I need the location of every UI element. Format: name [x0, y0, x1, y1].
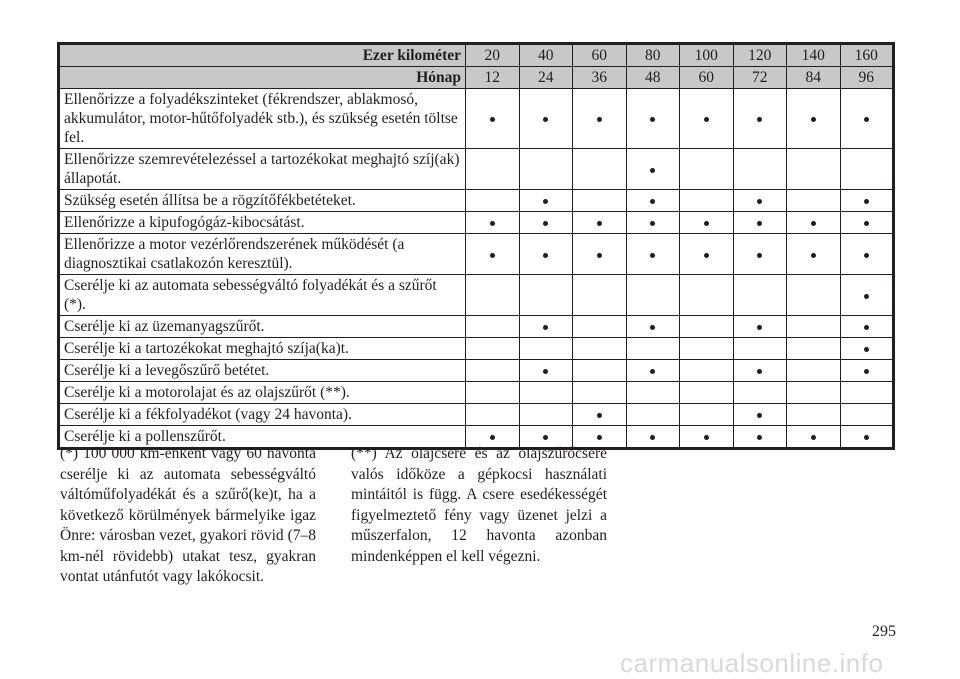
header-value: 72 [733, 67, 787, 89]
schedule-cell [840, 190, 894, 212]
table-row [59, 212, 894, 234]
schedule-cell [680, 382, 734, 404]
schedule-cell [787, 234, 841, 275]
schedule-cell [787, 89, 841, 149]
bullet-mark-icon [543, 117, 548, 122]
schedule-cell [733, 89, 787, 149]
schedule-cell [466, 404, 520, 426]
bullet-mark-icon [811, 253, 816, 258]
bullet-mark-icon [704, 435, 709, 440]
table-row [59, 360, 894, 382]
schedule-cell [573, 360, 627, 382]
schedule-cell [466, 275, 520, 316]
schedule-cell [573, 212, 627, 234]
schedule-cell [573, 338, 627, 360]
schedule-cell [680, 404, 734, 426]
bullet-mark-icon [597, 413, 602, 418]
schedule-cell [787, 338, 841, 360]
schedule-cell [840, 234, 894, 275]
header-value: 40 [519, 44, 573, 67]
bullet-mark-icon [490, 253, 495, 258]
schedule-cell [680, 316, 734, 338]
bullet-mark-icon [811, 117, 816, 122]
header-value: 36 [573, 67, 627, 89]
table-row [59, 316, 894, 338]
schedule-cell [840, 212, 894, 234]
header-value: 20 [466, 44, 520, 67]
schedule-cell [733, 404, 787, 426]
bullet-mark-icon [757, 199, 762, 204]
bullet-mark-icon [650, 168, 655, 173]
header-value: 60 [680, 67, 734, 89]
header-value: 84 [787, 67, 841, 89]
schedule-cell [519, 212, 573, 234]
bullet-mark-icon [597, 117, 602, 122]
page-number: 295 [872, 623, 896, 640]
schedule-cell [573, 89, 627, 149]
schedule-cell [787, 316, 841, 338]
schedule-cell [787, 149, 841, 190]
schedule-cell [519, 316, 573, 338]
schedule-cell [626, 149, 680, 190]
schedule-cell [519, 382, 573, 404]
bullet-mark-icon [543, 253, 548, 258]
schedule-cell [626, 275, 680, 316]
bullet-mark-icon [704, 221, 709, 226]
bullet-mark-icon [650, 435, 655, 440]
bullet-mark-icon [757, 253, 762, 258]
bullet-mark-icon [543, 369, 548, 374]
task-description: Cserélje ki a motorolajat és az olajszűrőt (**). [59, 382, 466, 404]
bullet-mark-icon [864, 253, 869, 258]
bullet-mark-icon [757, 369, 762, 374]
schedule-cell [680, 234, 734, 275]
schedule-cell [733, 234, 787, 275]
task-description: Ellenőrizze a motor vezérlőrendszerének működését (a diagnosztikai csatlakozón keresztül). [59, 234, 466, 275]
bullet-mark-icon [757, 413, 762, 418]
footnote-oil-change: (**) Az olajcsere és az olajszűrőcsere valós időköze a gépkocsi használati mintáitól is függ. A csere esedékességét figyelmeztető fény vagy üzenet jelzi a műszerfalon, 12 havonta azonban mindenképpen el kell végezni. [351, 445, 607, 565]
bullet-mark-icon [543, 199, 548, 204]
bullet-mark-icon [811, 435, 816, 440]
bullet-mark-icon [543, 221, 548, 226]
schedule-cell [733, 360, 787, 382]
schedule-cell [840, 426, 894, 449]
schedule-cell [466, 382, 520, 404]
schedule-cell [626, 316, 680, 338]
bullet-mark-icon [864, 435, 869, 440]
bullet-mark-icon [864, 294, 869, 299]
schedule-cell [573, 316, 627, 338]
task-description: Cserélje ki a pollenszűrőt. [59, 426, 466, 449]
schedule-cell [626, 234, 680, 275]
schedule-cell [787, 190, 841, 212]
schedule-cell [573, 275, 627, 316]
schedule-cell [519, 338, 573, 360]
header-label: Hónap [59, 67, 466, 89]
header-row [59, 44, 894, 67]
task-description: Szükség esetén állítsa be a rögzítőfékbetéteket. [59, 190, 466, 212]
bullet-mark-icon [597, 435, 602, 440]
bullet-mark-icon [597, 221, 602, 226]
schedule-cell [573, 382, 627, 404]
schedule-cell [680, 212, 734, 234]
schedule-cell [680, 338, 734, 360]
bullet-mark-icon [490, 221, 495, 226]
header-value: 12 [466, 67, 520, 89]
task-description: Ellenőrizze a kipufogógáz-kibocsátást. [59, 212, 466, 234]
schedule-cell [466, 149, 520, 190]
schedule-cell [680, 89, 734, 149]
bullet-mark-icon [650, 199, 655, 204]
bullet-mark-icon [490, 435, 495, 440]
bullet-mark-icon [864, 221, 869, 226]
header-value: 80 [626, 44, 680, 67]
bullet-mark-icon [864, 325, 869, 330]
header-value: 120 [733, 44, 787, 67]
header-row [59, 67, 894, 89]
bullet-mark-icon [650, 325, 655, 330]
bullet-mark-icon [650, 369, 655, 374]
schedule-cell [840, 404, 894, 426]
bullet-mark-icon [543, 435, 548, 440]
schedule-cell [680, 149, 734, 190]
schedule-cell [466, 190, 520, 212]
schedule-cell [733, 382, 787, 404]
task-description: Cserélje ki az üzemanyagszűrőt. [59, 316, 466, 338]
bullet-mark-icon [757, 221, 762, 226]
schedule-cell [733, 275, 787, 316]
schedule-cell [733, 316, 787, 338]
schedule-cell [733, 338, 787, 360]
schedule-cell [573, 234, 627, 275]
schedule-cell [787, 382, 841, 404]
bullet-mark-icon [757, 435, 762, 440]
schedule-cell [573, 190, 627, 212]
schedule-cell [519, 89, 573, 149]
schedule-cell [573, 404, 627, 426]
table-row [59, 382, 894, 404]
table-row [59, 404, 894, 426]
table-row [59, 190, 894, 212]
schedule-cell [573, 149, 627, 190]
maintenance-schedule-table [57, 42, 895, 450]
schedule-cell [840, 382, 894, 404]
schedule-cell [519, 404, 573, 426]
schedule-cell [680, 275, 734, 316]
schedule-cell [787, 212, 841, 234]
task-description: Cserélje ki a tartozékokat meghajtó szíja(ka)t. [59, 338, 466, 360]
header-value: 60 [573, 44, 627, 67]
schedule-cell [787, 426, 841, 449]
bullet-mark-icon [650, 253, 655, 258]
table-row [59, 234, 894, 275]
schedule-cell [840, 275, 894, 316]
schedule-cell [626, 338, 680, 360]
watermark: carmanualsonline.info [620, 648, 884, 678]
schedule-cell [680, 360, 734, 382]
bullet-mark-icon [864, 369, 869, 374]
header-value: 140 [787, 44, 841, 67]
schedule-cell [466, 338, 520, 360]
bullet-mark-icon [704, 253, 709, 258]
schedule-cell [840, 89, 894, 149]
schedule-cell [733, 190, 787, 212]
schedule-cell [626, 426, 680, 449]
bullet-mark-icon [543, 325, 548, 330]
schedule-cell [466, 234, 520, 275]
table-row [59, 89, 894, 149]
schedule-cell [626, 212, 680, 234]
footnote-automatic-transmission: (*) 100 000 km-enként vagy 60 havonta cserélje ki az automata sebességváltó váltóműfolyadékát és a szűrő(ke)t, ha a következő körülmények bármelyike igaz Önre: városban vezet, gyakori rövid (7–8 km-nél rövidebb) utakat tesz, gyakran vontat utánfutót vagy lakókocsit. [60, 445, 316, 585]
schedule-cell [519, 190, 573, 212]
bullet-mark-icon [864, 347, 869, 352]
schedule-cell [680, 426, 734, 449]
schedule-cell [840, 338, 894, 360]
schedule-cell [787, 360, 841, 382]
schedule-cell [680, 190, 734, 212]
table-row [59, 275, 894, 316]
header-label: Ezer kilométer [59, 44, 466, 67]
header-value: 48 [626, 67, 680, 89]
bullet-mark-icon [597, 253, 602, 258]
task-description: Ellenőrizze a folyadékszinteket (fékrendszer, ablakmosó, akkumulátor, motor-hűtőfolyadék stb.), és szükség esetén töltse fel. [59, 89, 466, 149]
schedule-cell [519, 149, 573, 190]
task-description: Cserélje ki az automata sebességváltó folyadékát és a szűrőt (*). [59, 275, 466, 316]
schedule-cell [519, 275, 573, 316]
schedule-cell [840, 149, 894, 190]
schedule-cell [519, 360, 573, 382]
schedule-cell [466, 212, 520, 234]
schedule-cell [466, 316, 520, 338]
header-value: 100 [680, 44, 734, 67]
schedule-cell [466, 89, 520, 149]
task-description: Ellenőrizze szemrevételezéssel a tartozékokat meghajtó szíj(ak) állapotát. [59, 149, 466, 190]
header-value: 160 [840, 44, 894, 67]
schedule-cell [626, 190, 680, 212]
schedule-cell [626, 404, 680, 426]
task-description: Cserélje ki a fékfolyadékot (vagy 24 havonta). [59, 404, 466, 426]
schedule-cell [733, 426, 787, 449]
bullet-mark-icon [704, 117, 709, 122]
schedule-cell [787, 275, 841, 316]
task-description: Cserélje ki a levegőszűrő betétet. [59, 360, 466, 382]
schedule-cell [733, 149, 787, 190]
table-row [59, 149, 894, 190]
bullet-mark-icon [864, 199, 869, 204]
bullet-mark-icon [757, 117, 762, 122]
schedule-cell [840, 316, 894, 338]
schedule-cell [626, 382, 680, 404]
bullet-mark-icon [490, 117, 495, 122]
schedule-cell [466, 360, 520, 382]
schedule-cell [626, 360, 680, 382]
bullet-mark-icon [650, 221, 655, 226]
schedule-cell [626, 89, 680, 149]
bullet-mark-icon [650, 117, 655, 122]
bullet-mark-icon [757, 325, 762, 330]
table-row [59, 338, 894, 360]
schedule-cell [787, 404, 841, 426]
schedule-cell [519, 234, 573, 275]
bullet-mark-icon [811, 221, 816, 226]
schedule-cell [733, 212, 787, 234]
header-value: 96 [840, 67, 894, 89]
bullet-mark-icon [864, 117, 869, 122]
schedule-cell [840, 360, 894, 382]
header-value: 24 [519, 67, 573, 89]
